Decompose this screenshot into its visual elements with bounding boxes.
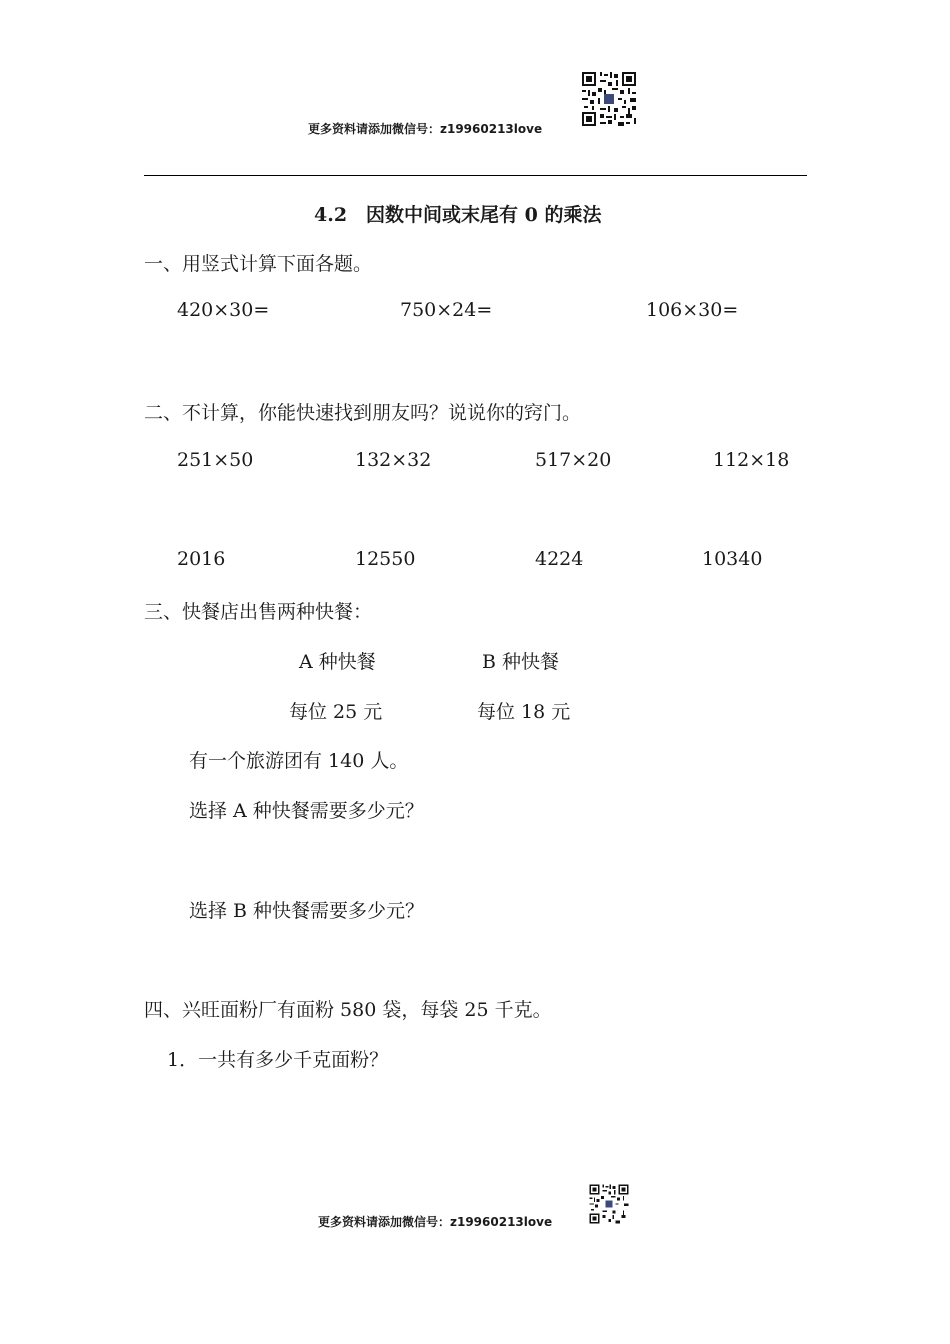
section-1-heading: 一、用竖式计算下面各题。 bbox=[144, 253, 373, 275]
footer-qr-code-icon bbox=[588, 1183, 630, 1225]
section-2-heading: 二、不计算，你能快速找到朋友吗？说说你的窍门。 bbox=[144, 402, 582, 424]
result-item: 12550 bbox=[355, 548, 416, 570]
meal-a-name: A 种快餐 bbox=[299, 651, 376, 673]
meal-b-name: B 种快餐 bbox=[482, 651, 560, 673]
expression-item: 132×32 bbox=[355, 449, 432, 471]
result-item: 4224 bbox=[535, 548, 584, 570]
problem-item: 106×30= bbox=[646, 299, 739, 321]
header-divider bbox=[144, 175, 807, 176]
group-info: 有一个旅游团有 140 人。 bbox=[189, 750, 409, 772]
section-4-heading: 四、兴旺面粉厂有面粉 580 袋，每袋 25 千克。 bbox=[144, 999, 552, 1021]
meal-b-price: 每位 18 元 bbox=[477, 701, 571, 723]
expression-item: 251×50 bbox=[177, 449, 254, 471]
section-3-heading: 三、快餐店出售两种快餐： bbox=[144, 601, 373, 623]
problem-item: 750×24= bbox=[400, 299, 493, 321]
header-contact-text: 更多资料请添加微信号：z19960213love bbox=[308, 122, 543, 136]
meal-a-price: 每位 25 元 bbox=[289, 701, 383, 723]
question-meal-b: 选择 B 种快餐需要多少元？ bbox=[189, 900, 425, 922]
footer-contact-text: 更多资料请添加微信号：z19960213love bbox=[318, 1215, 553, 1229]
section-4-question-1: 1．一共有多少千克面粉？ bbox=[167, 1049, 389, 1071]
result-item: 10340 bbox=[702, 548, 763, 570]
expression-item: 517×20 bbox=[535, 449, 612, 471]
question-meal-a: 选择 A 种快餐需要多少元？ bbox=[189, 800, 424, 822]
problem-item: 420×30= bbox=[177, 299, 270, 321]
page-title: 4.2 因数中间或末尾有 0 的乘法 bbox=[314, 204, 602, 226]
header-qr-code-icon bbox=[580, 70, 638, 128]
result-item: 2016 bbox=[177, 548, 226, 570]
expression-item: 112×18 bbox=[713, 449, 790, 471]
